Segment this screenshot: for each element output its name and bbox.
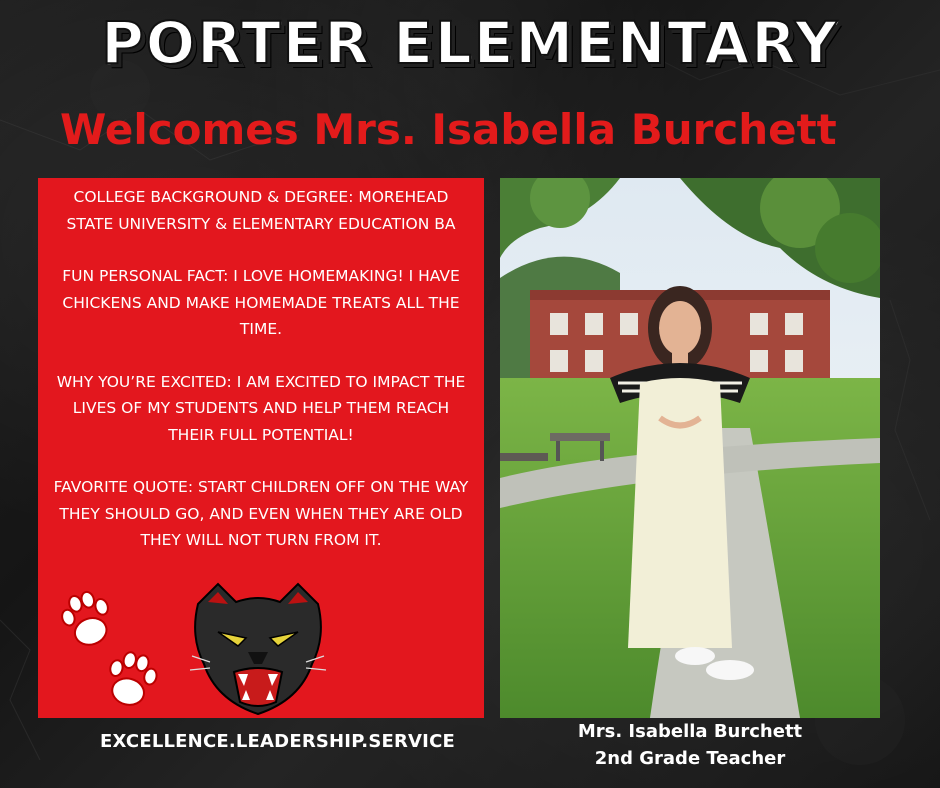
school-title: PORTER ELEMENTARY xyxy=(101,9,839,77)
welcome-subtitle: Welcomes Mrs. Isabella Burchett xyxy=(60,105,837,154)
favorite-quote-text: FAVORITE QUOTE: START CHILDREN OFF ON THE WAY THEY SHOULD GO, AND EVEN WHEN THEY ARE OLD THEY WILL NOT TURN FROM IT. xyxy=(53,478,469,549)
teacher-photo xyxy=(500,178,880,718)
paw-print-icon xyxy=(102,648,160,712)
fun-fact-text: FUN PERSONAL FACT: I LOVE HOMEMAKING! I HAVE CHICKENS AND MAKE HOMEMADE TREATS ALL THE TIME. xyxy=(62,267,460,338)
info-card xyxy=(38,178,484,718)
college-background-text: COLLEGE BACKGROUND & DEGREE: MOREHEAD STATE UNIVERSITY & ELEMENTARY EDUCATION BA xyxy=(66,188,456,233)
photo-caption xyxy=(560,718,820,772)
teacher-name: Mrs. Isabella Burchett xyxy=(577,721,803,742)
excited-text: WHY YOU’RE EXCITED: I AM EXCITED TO IMPACT THE LIVES OF MY STUDENTS AND HELP THEM REACH THEIR FULL POTENTIAL! xyxy=(56,372,466,444)
paw-print-icon xyxy=(58,588,116,652)
panther-mascot-icon xyxy=(188,582,328,716)
school-motto: EXCELLENCE.LEADERSHIP.SERVICE xyxy=(100,731,455,752)
teacher-role: 2nd Grade Teacher xyxy=(594,748,786,769)
